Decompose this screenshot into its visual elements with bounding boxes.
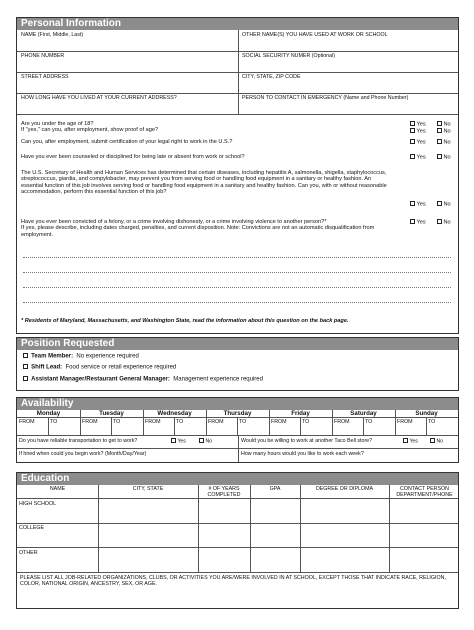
- city-state-zip-field[interactable]: CITY, STATE, ZIP CODE: [242, 74, 301, 80]
- from-to-divider: [363, 417, 364, 435]
- day-friday: Friday: [291, 410, 310, 417]
- work-certification-no[interactable]: No: [437, 139, 451, 146]
- day-monday: Monday: [36, 410, 61, 417]
- team-member-option[interactable]: Team Member: No experience required: [23, 353, 139, 361]
- column-divider: [250, 485, 251, 572]
- education-section: [16, 472, 459, 609]
- thursday-to[interactable]: TO: [239, 419, 247, 425]
- checkbox-icon: [410, 121, 415, 126]
- other-school-row[interactable]: OTHER: [19, 550, 38, 556]
- checkbox-icon: [437, 139, 442, 144]
- checkbox-icon: [410, 154, 415, 159]
- other-store-no[interactable]: No: [430, 438, 443, 445]
- from-to-divider: [237, 417, 238, 435]
- day-tuesday: Tuesday: [99, 410, 124, 417]
- transportation-no[interactable]: No: [199, 438, 212, 445]
- tuesday-to[interactable]: TO: [113, 419, 121, 425]
- street-address-field[interactable]: STREET ADDRESS: [21, 74, 69, 80]
- disciplined-question: Have you ever been counseled or disciplined for being late or absent from work or school?: [21, 154, 245, 160]
- under-18-question: Are you under the age of 18? If "yes," can you, after employment, show proof of age?: [21, 121, 159, 134]
- field-divider: [17, 51, 458, 52]
- proof-of-age-no[interactable]: No: [437, 128, 451, 135]
- saturday-to[interactable]: TO: [365, 419, 373, 425]
- friday-from[interactable]: FROM: [271, 419, 287, 425]
- row-divider: [17, 498, 458, 499]
- checkbox-icon: [437, 128, 442, 133]
- felony-yes[interactable]: Yes: [410, 219, 426, 226]
- day-sunday: Sunday: [415, 410, 438, 417]
- checkbox-icon: [410, 128, 415, 133]
- checkbox-icon: [410, 219, 415, 224]
- question-divider: [238, 435, 239, 462]
- high-school-row[interactable]: HIGH SCHOOL: [19, 501, 57, 507]
- checkbox-icon: [437, 121, 442, 126]
- personal-information-title: Personal Information: [17, 18, 458, 30]
- column-divider: [98, 485, 99, 572]
- ssn-field[interactable]: SOCIAL SECURITY NUMER (Optional): [242, 53, 336, 59]
- checkbox-icon: [23, 376, 28, 381]
- food-safety-yes[interactable]: Yes: [410, 201, 426, 208]
- checkbox-icon: [437, 154, 442, 159]
- thursday-from[interactable]: FROM: [208, 419, 224, 425]
- availability-section: [16, 397, 459, 463]
- from-to-divider: [174, 417, 175, 435]
- under-18-yes[interactable]: Yes: [410, 121, 426, 128]
- row-divider: [17, 572, 458, 573]
- checkbox-icon: [430, 438, 435, 443]
- day-thursday: Thursday: [223, 410, 252, 417]
- monday-to[interactable]: TO: [50, 419, 58, 425]
- felony-explanation-line[interactable]: [23, 287, 451, 288]
- day-saturday: Saturday: [350, 410, 377, 417]
- sunday-from[interactable]: FROM: [397, 419, 413, 425]
- column-divider: [198, 485, 199, 572]
- education-header-name: NAME: [49, 486, 66, 492]
- disciplined-no[interactable]: No: [437, 154, 451, 161]
- transportation-yes[interactable]: Yes: [171, 438, 186, 445]
- education-header-city-state: CITY, STATE: [132, 486, 164, 492]
- assistant-manager-option[interactable]: Assistant Manager/Restaurant General Manager: Management experience required: [23, 376, 263, 384]
- sunday-to[interactable]: TO: [428, 419, 436, 425]
- monday-from[interactable]: FROM: [19, 419, 35, 425]
- row-divider: [17, 523, 458, 524]
- checkbox-icon: [23, 353, 28, 358]
- field-divider: [17, 72, 458, 73]
- day-wednesday: Wednesday: [157, 410, 192, 417]
- food-safety-no[interactable]: No: [437, 201, 451, 208]
- education-title: Education: [17, 473, 458, 485]
- wednesday-from[interactable]: FROM: [145, 419, 161, 425]
- wednesday-to[interactable]: TO: [176, 419, 184, 425]
- felony-explanation-line[interactable]: [23, 257, 451, 258]
- food-safety-question: The U.S. Secretary of Health and Human Services has determined that certain diseases, including hepatitis A, salmonella, shigella, staphylococcus, streptococcus, giardia, and compylobacter, may prevent you from serving food or handling food equipment in a sanitary or healthy fashion. An essential function of this job involves serving food or handling food equipment in a sanitary and healthy fashion. Can you, with or without reasonable accommodation, perform this essential function of this job?: [21, 170, 387, 196]
- checkbox-icon: [199, 438, 204, 443]
- other-names-field[interactable]: OTHER NAME(S) YOU HAVE USED AT WORK OR SCHOOL: [242, 32, 388, 38]
- felony-no[interactable]: No: [437, 219, 451, 226]
- school-activities-field[interactable]: PLEASE LIST ALL JOB-RELATED ORGANIZATIONS, CLUBS, OR ACTIVITIES YOU ARE/WERE INVOLVED IN AT SCHOOL, EXCEPT THOSE THAT INDICATE RACE, RELIGION, COLOR, NATIONAL ORIGIN, ANCESTRY, SEX, OR AGE.: [20, 575, 446, 587]
- personal-information-section: [16, 17, 459, 334]
- field-divider: [17, 114, 458, 115]
- checkbox-icon: [437, 201, 442, 206]
- from-to-divider: [300, 417, 301, 435]
- column-divider: [300, 485, 301, 572]
- start-date-field[interactable]: If hired when could you begin work? (Month/Day/Year): [19, 451, 147, 457]
- checkbox-icon: [23, 364, 28, 369]
- checkbox-icon: [410, 139, 415, 144]
- from-to-divider: [111, 417, 112, 435]
- phone-number-field[interactable]: PHONE NUMBER: [21, 53, 65, 59]
- residents-footnote: * Residents of Maryland, Massachusetts, and Washington State, read the information about this question on the back page.: [21, 318, 349, 324]
- from-to-divider: [426, 417, 427, 435]
- education-header-degree: DEGREE OR DIPLOMA: [315, 486, 374, 492]
- friday-to[interactable]: TO: [302, 419, 310, 425]
- checkbox-icon: [171, 438, 176, 443]
- education-header-contact: CONTACT PERSON DEPARTMENT/PHONE: [396, 486, 453, 498]
- work-certification-question: Can you, after employment, submit certification of your legal right to work in the U.S.?: [21, 139, 233, 145]
- saturday-from[interactable]: FROM: [334, 419, 350, 425]
- proof-of-age-yes[interactable]: Yes: [410, 128, 426, 135]
- hours-per-week-field[interactable]: How many hours would you like to work each week?: [241, 451, 364, 457]
- position-requested-title: Position Requested: [17, 338, 458, 350]
- name-field[interactable]: NAME (First, Middle, Last): [21, 32, 84, 38]
- work-certification-yes[interactable]: Yes: [410, 139, 426, 146]
- time-at-address-field[interactable]: HOW LONG HAVE YOU LIVED AT YOUR CURRENT ADDRESS?: [21, 95, 177, 101]
- availability-title: Availability: [17, 398, 458, 410]
- shift-lead-option[interactable]: Shift Lead: Food service or retail experience required: [23, 364, 176, 372]
- tuesday-from[interactable]: FROM: [82, 419, 98, 425]
- checkbox-icon: [403, 438, 408, 443]
- felony-question: Have you ever been convicted of a felony, or a crime involving dishonesty, or a crime involving violence to another person?* If yes, please describe, including dates charged, penalties, and current disposition. Note: Convictions are not an automatic disqualification from employment.: [21, 219, 375, 238]
- checkbox-icon: [437, 219, 442, 224]
- position-requested-section: [16, 337, 459, 391]
- college-row[interactable]: COLLEGE: [19, 525, 45, 531]
- checkbox-icon: [410, 201, 415, 206]
- disciplined-yes[interactable]: Yes: [410, 154, 426, 161]
- row-divider: [17, 547, 458, 548]
- emergency-contact-field[interactable]: PERSON TO CONTACT IN EMERGENCY (Name and Phone Number): [242, 95, 409, 101]
- felony-explanation-line[interactable]: [23, 302, 451, 303]
- education-header-years: # OF YEARS COMPLETED: [207, 486, 241, 498]
- under-18-no[interactable]: No: [437, 121, 451, 128]
- other-store-question: Would you be willing to work at another Taco Bell store?: [241, 438, 373, 444]
- felony-explanation-line[interactable]: [23, 272, 451, 273]
- field-divider: [17, 93, 458, 94]
- transportation-question: Do you have reliable transportation to get to work?: [19, 438, 138, 444]
- from-to-divider: [48, 417, 49, 435]
- other-store-yes[interactable]: Yes: [403, 438, 418, 445]
- education-header-gpa: GPA: [269, 486, 281, 492]
- column-divider: [389, 485, 390, 572]
